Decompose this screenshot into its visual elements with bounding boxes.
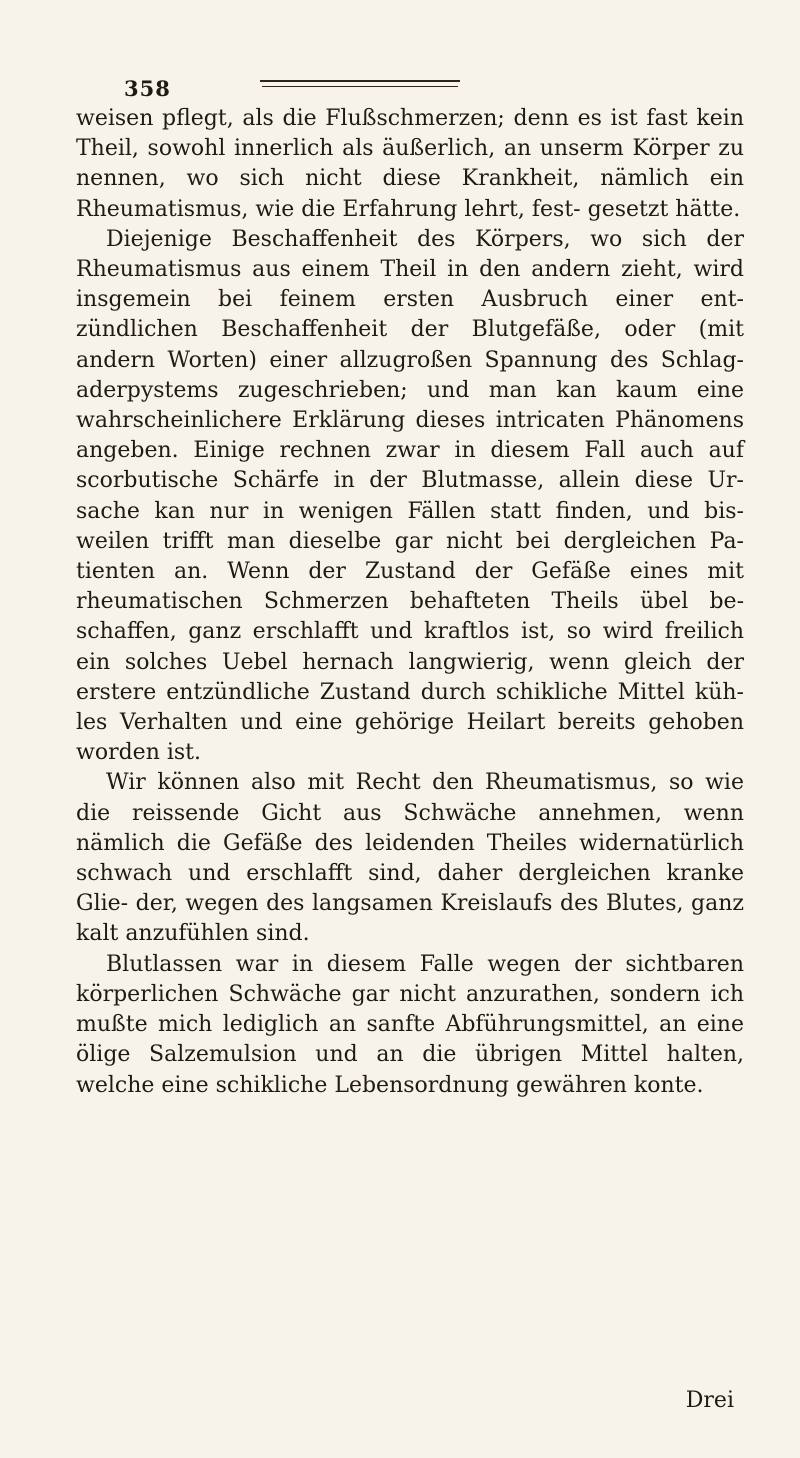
body-text [76,104,744,1101]
paragraph: Diejenige Beschaffenheit des Körpers, wo sich der Rheumatismus aus einem Theil in den andern zieht, wird insgemein bei feinem ersten Ausbruch einer ent- zündlichen Beschaffenheit der Blutgefäße, oder (mit andern Worten) einer allzugroßen Spannung des Schlag- aderpystems zugeschrieben; und man kan kaum eine wahrscheinlichere Erklärung dieses intricaten Phänomens angeben. Einige rechnen zwar in diesem Fall auch auf scorbutische Schärfe in der Blutmasse, allein diese Ur- sache kan nur in wenigen Fällen statt finden, und bis- weilen trifft man dieselbe gar nicht bei dergleichen Pa- tienten an. Wenn der Zustand der Gefäße eines mit rheumatischen Schmerzen behafteten Theils übel be- schaffen, ganz erschlafft und kraftlos ist, so wird freilich ein solches Uebel hernach langwierig, wenn gleich der erstere entzündliche Zustand durch schikliche Mittel küh- les Verhalten und eine gehörige Heilart bereits gehoben worden ist. [76,226,744,766]
paragraph: Wir können also mit Recht den Rheumatismus, so wie die reissende Gicht aus Schwäche annehmen, wenn nämlich die Gefäße des leidenden Theiles widernatürlich schwach und erschlafft sind, daher dergleichen kranke Glie- der, wegen des langsamen Kreislaufs des Blutes, ganz kalt anzufühlen sind. [76,770,744,947]
page-number: 358 [124,76,171,101]
header-rule [260,80,460,82]
page-header [76,66,742,104]
catchword: Drei [685,1388,734,1413]
paragraph: weisen pflegt, als die Flußschmerzen; denn es ist fast kein Theil, sowohl innerlich als äußerlich, an unserm Körper zu nennen, wo sich nicht diese Krankheit, nämlich ein Rheumatismus, wie die Erfahrung lehrt, fest- gesetzt hätte. [76,106,744,222]
header-rule-thin [262,86,458,87]
paragraph: Blutlassen war in diesem Falle wegen der sichtbaren körperlichen Schwäche gar nicht anzurathen, sondern ich mußte mich lediglich an sanfte Abführungsmittel, an eine ölige Salzemulsion und an die übrigen Mittel halten, welche eine schikliche Lebensordnung gewähren konte. [76,951,744,1098]
